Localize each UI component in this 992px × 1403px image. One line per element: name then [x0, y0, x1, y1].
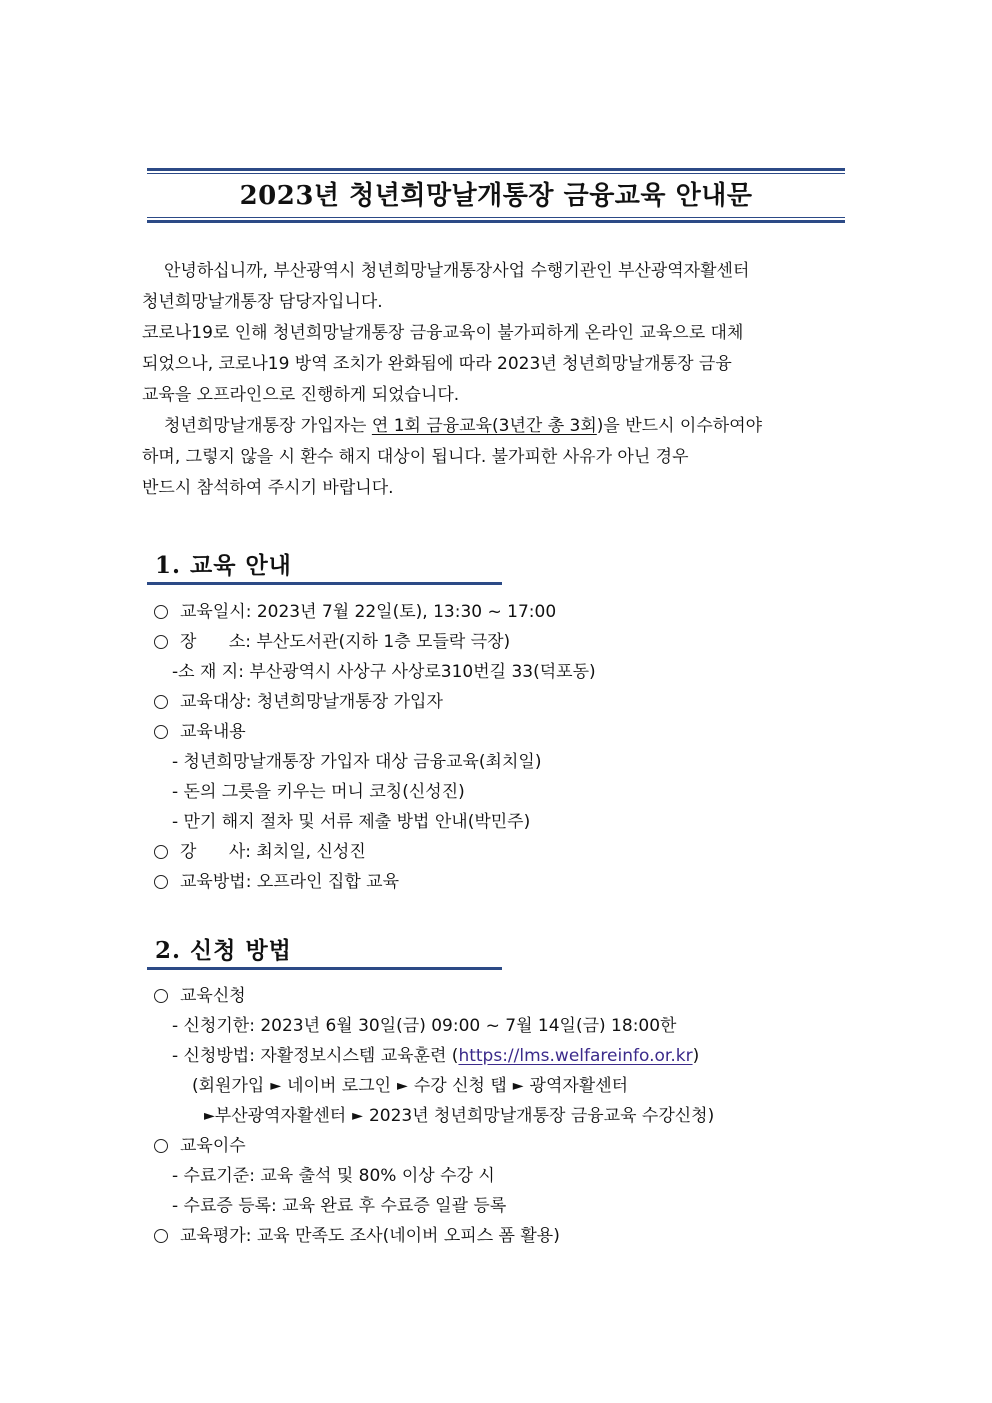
list-item [152, 717, 852, 747]
step-text: 네이버 로그인 [287, 1076, 392, 1096]
list-item [152, 1191, 852, 1221]
list-item [152, 657, 852, 687]
circle-bullet-icon [154, 635, 168, 649]
circle-bullet-icon [154, 605, 168, 619]
step-text: 2023년 청년희망날개통장 금융교육 수강신청) [368, 1106, 715, 1126]
list-item [152, 687, 852, 717]
list-item [152, 1161, 852, 1191]
intro-paragraph [142, 256, 850, 504]
list-item [152, 807, 852, 837]
title-rule-bottom-thin [147, 217, 845, 218]
arrow-right-icon: ► [512, 1078, 524, 1094]
item-text: ) [692, 1046, 700, 1066]
list-item [152, 1101, 852, 1131]
education-info-list [152, 597, 852, 897]
item-text: 교육이수 [180, 1136, 246, 1156]
title-box [147, 168, 845, 224]
intro-line: 코로나19로 인해 청년희망날개통장 금융교육이 불가피하게 온라인 교육으로 대체 [142, 323, 744, 343]
intro-line: 안녕하십니까, 부산광역시 청년희망날개통장사업 수행기관인 부산광역자활센터 [164, 261, 750, 281]
circle-bullet-icon [154, 695, 168, 709]
arrow-right-icon: ► [397, 1078, 408, 1094]
circle-bullet-icon [154, 1229, 168, 1243]
item-text: -소 재 지: 부산광역시 사상구 사상로310번길 33(덕포동) [172, 662, 596, 682]
list-item [152, 1041, 852, 1071]
item-text: - 수료증 등록: 교육 완료 후 수료증 일괄 등록 [172, 1196, 507, 1216]
intro-line: 청년희망날개통장 담당자입니다. [142, 292, 383, 312]
title-rule-top [147, 168, 845, 171]
list-item [152, 747, 852, 777]
arrow-right-icon: ► [204, 1108, 215, 1124]
section-heading-education: 1. 교육 안내 [147, 549, 502, 585]
intro-line: 되었으나, 코로나19 방역 조치가 완화됨에 따라 2023년 청년희망날개통장 금융 [142, 354, 732, 374]
item-text: - 신청기한: 2023년 6월 30일(금) 09:00 ~ 7월 14일(금) 18:00한 [172, 1016, 677, 1036]
item-text: - 신청방법: 자활정보시스템 교육훈련 ( [172, 1046, 459, 1066]
circle-bullet-icon [154, 875, 168, 889]
item-text: 강 사: 최치일, 신성진 [180, 842, 366, 862]
list-item [152, 837, 852, 867]
intro-line: 하며, 그렇지 않을 시 환수 해지 대상이 됩니다. 불가피한 사유가 아닌 경우 [142, 447, 689, 467]
document-title: 2023년 청년희망날개통장 금융교육 안내문 [239, 181, 753, 211]
item-text: - 수료기준: 교육 출석 및 80% 이상 수강 시 [172, 1166, 495, 1186]
item-text: 교육내용 [180, 722, 246, 742]
item-text: - 돈의 그릇을 키우는 머니 코칭(신성진) [172, 782, 465, 802]
title-rule-top-thin [147, 173, 845, 174]
intro-text: 청년희망날개통장 가입자는 [164, 416, 372, 436]
list-item [152, 1131, 852, 1161]
section-heading-application: 2. 신청 방법 [147, 934, 502, 970]
intro-line [142, 411, 850, 442]
underlined-requirement: 연 1회 금융교육(3년간 총 3회 [371, 416, 597, 436]
circle-bullet-icon [154, 725, 168, 739]
circle-bullet-icon [154, 1139, 168, 1153]
application-info-list [152, 981, 852, 1251]
item-text: 장 소: 부산도서관(지하 1층 모들락 극장) [180, 632, 511, 652]
list-item [152, 1011, 852, 1041]
item-text: - 만기 해지 절차 및 서류 제출 방법 안내(박민주) [172, 812, 531, 832]
list-item [152, 1221, 852, 1251]
list-item [152, 597, 852, 627]
list-item [152, 867, 852, 897]
step-text: 부산광역자활센터 [214, 1106, 347, 1126]
intro-line: 교육을 오프라인으로 진행하게 되었습니다. [142, 385, 460, 405]
lms-link[interactable]: https://lms.welfareinfo.or.kr [458, 1046, 693, 1066]
item-text: 교육일시: 2023년 7월 22일(토), 13:30 ~ 17:00 [180, 602, 557, 622]
intro-line: 반드시 참석하여 주시기 바랍니다. [142, 478, 394, 498]
item-text: 교육방법: 오프라인 집합 교육 [180, 872, 400, 892]
list-item [152, 981, 852, 1011]
list-item [152, 777, 852, 807]
step-text: 수강 신청 탭 [413, 1076, 507, 1096]
item-text: 교육평가: 교육 만족도 조사(네이버 오피스 폼 활용) [180, 1226, 560, 1246]
circle-bullet-icon [154, 845, 168, 859]
step-text: 광역자활센터 [529, 1076, 629, 1096]
item-text: - 청년희망날개통장 가입자 대상 금융교육(최치일) [172, 752, 542, 772]
list-item [152, 627, 852, 657]
circle-bullet-icon [154, 989, 168, 1003]
item-text: 교육신청 [180, 986, 246, 1006]
item-text: 교육대상: 청년희망날개통장 가입자 [180, 692, 443, 712]
arrow-right-icon: ► [270, 1078, 282, 1094]
list-item [152, 1071, 852, 1101]
step-text: (회원가입 [192, 1076, 265, 1096]
title-rule-bottom [147, 220, 845, 223]
arrow-right-icon: ► [352, 1108, 363, 1124]
intro-text: )을 반드시 이수하여야 [596, 416, 763, 436]
